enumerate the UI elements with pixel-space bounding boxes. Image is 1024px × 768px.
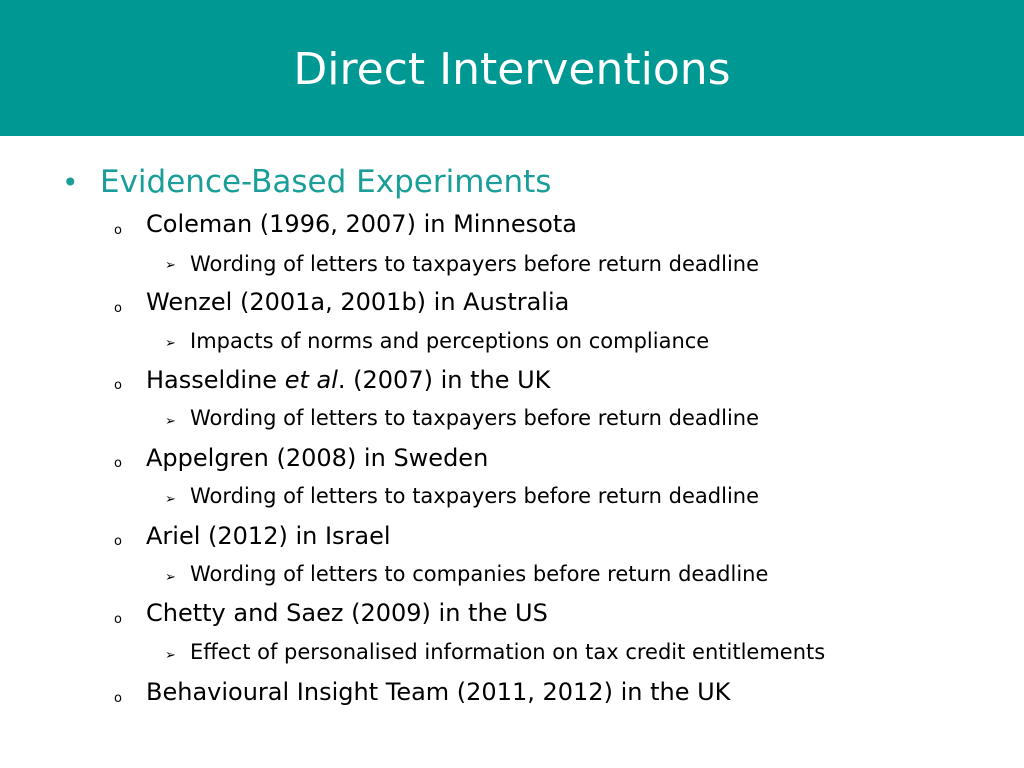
detail-bullet: ➢: [165, 336, 176, 351]
sub-bullet: o: [114, 378, 122, 393]
study-detail: Impacts of norms and perceptions on compliance: [190, 329, 710, 353]
sub-bullet: o: [114, 612, 122, 627]
study-detail: Wording of letters to taxpayers before return deadline: [190, 252, 760, 276]
detail-bullet: ➢: [165, 648, 176, 663]
sub-bullet: o: [114, 534, 122, 549]
study-label: Behavioural Insight Team (2011, 2012) in the UK: [146, 678, 731, 706]
sub-bullet: o: [114, 456, 122, 471]
study-label: Chetty and Saez (2009) in the US: [146, 599, 548, 627]
study-detail: Effect of personalised information on tax credit entitlements: [190, 640, 826, 664]
detail-bullet: ➢: [165, 414, 176, 429]
study-label: Wenzel (2001a, 2001b) in Australia: [146, 288, 570, 316]
sub-bullet: o: [114, 223, 122, 238]
study-label: Appelgren (2008) in Sweden: [146, 444, 489, 472]
study-detail: Wording of letters to taxpayers before return deadline: [190, 406, 760, 430]
study-label: Hasseldine et al. (2007) in the UK: [146, 366, 551, 394]
slide-title: Direct Interventions: [293, 44, 731, 95]
sub-bullet: o: [114, 301, 122, 316]
detail-bullet: ➢: [165, 570, 176, 585]
italic-et-al: et al: [284, 366, 338, 394]
title-bar: [0, 0, 1024, 136]
study-label: Coleman (1996, 2007) in Minnesota: [146, 210, 577, 238]
detail-bullet: ➢: [165, 492, 176, 507]
section-heading: Evidence-Based Experiments: [100, 164, 552, 200]
detail-bullet: ➢: [165, 258, 176, 273]
study-detail: Wording of letters to taxpayers before return deadline: [190, 484, 760, 508]
sub-bullet: o: [114, 691, 122, 706]
study-label: Ariel (2012) in Israel: [146, 522, 391, 550]
heading-bullet: •: [62, 166, 79, 199]
study-detail: Wording of letters to companies before return deadline: [190, 562, 769, 586]
